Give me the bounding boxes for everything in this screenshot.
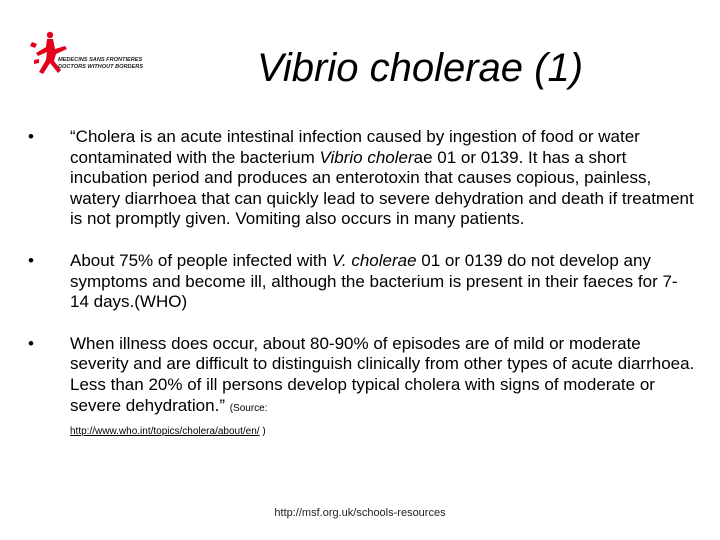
msf-logo xyxy=(30,30,145,85)
source-close: ) xyxy=(259,426,266,438)
bullet-list xyxy=(26,127,696,443)
bullet-text: ae 01 or 0139. It has a short incubation period and produces an enterotoxin that causes copious, painless, watery diarrhoea that can quickly lead to severe dehydration and death if treatment is not promptly given. Vomiting also occurs in many patients. xyxy=(70,147,694,229)
bullet-italic-text: V. cholerae xyxy=(331,250,417,270)
logo-wordmark xyxy=(58,57,146,71)
logo-line-2: DOCTORS WITHOUT BORDERS xyxy=(58,64,144,70)
bullet-marker: • xyxy=(28,250,34,270)
bullet-text: “Cholera is an acute intestinal infection caused by ingestion of food or water contaminated with the bacterium xyxy=(70,127,640,167)
bullet-item xyxy=(26,334,696,443)
logo-line-1: MEDECINS SANS FRONTIERES xyxy=(58,57,143,63)
bullet-marker: • xyxy=(28,333,34,353)
bullet-text: When illness does occur, about 80-90% of episodes are of mild or moderate severity and are difficult to distinguish clinically from other types of acute diarrhoea. Less than 20% of ill persons develop typical cholera with signs of moderate or severe dehydration.” xyxy=(70,333,695,415)
bullet-item xyxy=(26,251,696,313)
source-link[interactable]: http://www.who.int/topics/cholera/about/en/ xyxy=(70,426,260,438)
bullet-item xyxy=(26,127,696,230)
bullet-marker: • xyxy=(28,127,34,146)
bullet-italic-text: Vibrio choler xyxy=(319,147,414,167)
footer-url[interactable]: http://msf.org.uk/schools-resources xyxy=(274,507,446,519)
slide-title: Vibrio cholerae (1) xyxy=(256,46,584,90)
bullet-text: About 75% of people infected with xyxy=(70,250,332,270)
source-label: (Source: xyxy=(229,402,268,414)
bullet-text: 01 or 0139 do not develop any symptoms and become ill, although the bacterium is present in their faeces for 7-14 days.(WHO) xyxy=(70,250,678,312)
